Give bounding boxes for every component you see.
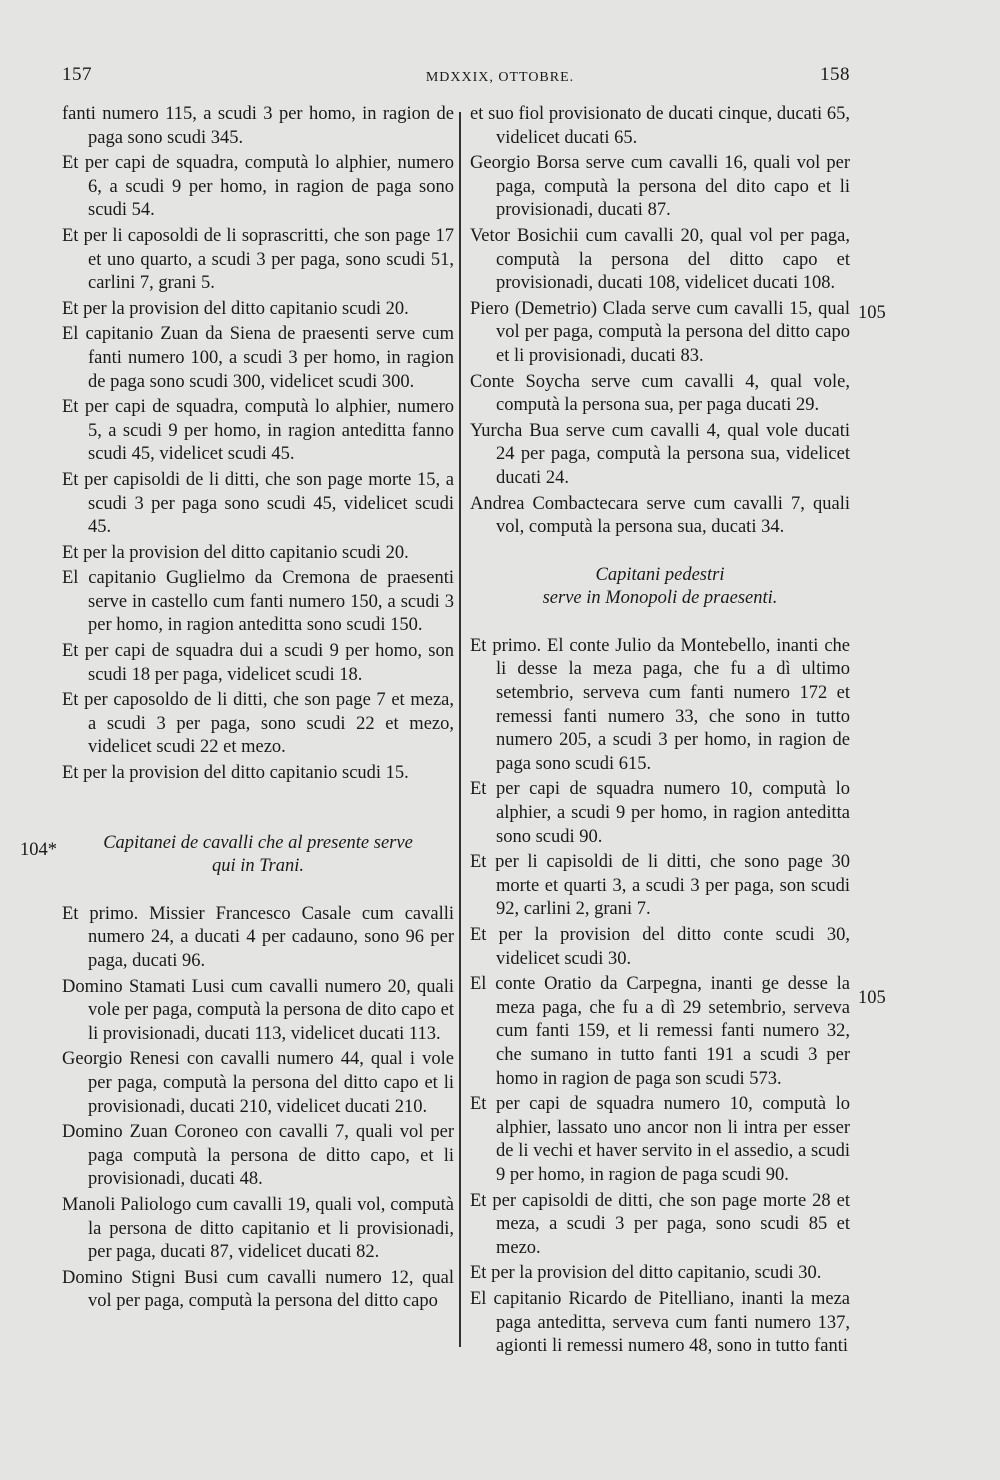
section-heading-line: Capitani pedestri: [595, 564, 725, 585]
entry: Et primo. El conte Julio da Montebello, inanti che li desse la meza paga, che fu a dì ultimo setembrio, serveva cum fanti numero 172 et remessi fanti numero 33, che sono in tutto numero 205, a scudi 3 per homo, in ragion de paga sono scudi 615.: [470, 635, 850, 774]
entry: Georgio Borsa serve cum cavalli 16, quali vol per paga, computà la persona del dito capo et li provisionadi, ducati 87.: [470, 153, 850, 221]
entry: Et per la provision del ditto conte scudi 30, videlicet scudi 30.: [470, 925, 850, 969]
entry: Et per capi de squadra numero 10, computà lo alphier, a scudi 9 per homo, in ragion anteditta sono scudi 90.: [470, 779, 850, 847]
entry: Et per capisoldi de ditti, che son page morte 28 et meza, a scudi 3 per paga, sono scudi 85 et mezo.: [470, 1190, 850, 1258]
section-heading-line: qui in Trani.: [211, 856, 304, 877]
entry: Andrea Combactecara serve cum cavalli 7, quali vol, computà la persona sua, ducati 34.: [470, 493, 850, 538]
entry: Et per la provision del ditto capitanio scudi 20.: [62, 298, 409, 319]
entry: Manoli Paliologo cum cavalli 19, quali vol, computà la persona de ditto capitanio et li provisionadi, per paga, ducati 87, videlicet ducati 82.: [62, 1194, 454, 1263]
left-page-number: 157: [62, 64, 92, 85]
entry: Et per la provision del ditto capitanio, scudi 30.: [470, 1263, 822, 1284]
entry: Et per la provision del ditto capitanio scudi 20.: [62, 542, 409, 563]
entry: Et per capisoldi de li ditti, che son page morte 15, a scudi 3 per paga sono scudi 45, videlicet scudi 45.: [62, 469, 454, 538]
entry: El capitanio Zuan da Siena de praesenti serve cum fanti numero 100, a scudi 3 per homo, in ragion de paga sono scudi 300, videlicet scudi 300.: [62, 324, 454, 392]
running-title: MDXXIX, OTTOBRE.: [425, 70, 575, 85]
entry: Piero (Demetrio) Clada serve cum cavalli 15, qual vol per paga, computà la persona del ditto capo et li provisionadi, ducati 83.: [470, 298, 850, 366]
entry: El capitanio Ricardo de Pitelliano, inanti la meza paga anteditta, serveva cum fanti numero 137, agionti li remessi numero 48, sono in tutto fanti: [470, 1288, 850, 1357]
entry: Et per capi de squadra, computà lo alphier, numero 6, a scudi 9 per homo, in ragion de paga sono scudi 54.: [62, 153, 454, 221]
entry: Et per la provision del ditto capitanio scudi 15.: [62, 763, 409, 784]
entry: Domino Stamati Lusi cum cavalli numero 20, quali vole per paga, computà la persona de dito capo et li provisionadi, ducati 113, videlicet ducati 113.: [62, 976, 454, 1044]
section-heading-line: serve in Monopoli de praesenti.: [542, 588, 778, 609]
entry: Et primo. Missier Francesco Casale cum cavalli numero 24, a ducati 4 per cadauno, sono 96 per paga, ducati 96.: [62, 903, 454, 971]
right-column: [470, 103, 850, 1359]
entry: Et per capi de squadra, computà lo alphier, numero 5, a scudi 9 per homo, in ragion anteditta fanno scudi 45, videlicet scudi 45.: [62, 397, 454, 465]
entry: et suo fiol provisionato de ducati cinque, ducati 65, videlicet ducati 65.: [470, 104, 850, 148]
section-heading-line: Capitanei de cavalli che al presente serve: [103, 832, 413, 853]
entry: Et per capi de squadra numero 10, computà lo alphier, lassato uno ancor non li intra per esser de li vechi et haver servito in el assedio, a scudi 9 per homo, in ragion de paga scudi 90.: [470, 1094, 850, 1185]
margin-note-104: 104*: [20, 840, 57, 860]
entry: Georgio Renesi con cavalli numero 44, qual i vole per paga, computà la persona del ditto capo et li provisionadi, ducati 210, videlicet ducati 210.: [62, 1049, 454, 1117]
column-divider: [459, 112, 461, 1347]
entry: Domino Stigni Busi cum cavalli numero 12, qual vol per paga, computà la persona del ditto capo: [62, 1267, 454, 1312]
entry: fanti numero 115, a scudi 3 per homo, in ragion de paga sono scudi 345.: [62, 104, 454, 148]
entry: Yurcha Bua serve cum cavalli 4, qual vole ducati 24 per paga, computà la persona sua, videlicet ducati 24.: [470, 420, 850, 488]
margin-note-105-b: 105: [858, 988, 886, 1008]
right-page-number: 158: [820, 64, 850, 85]
entry: Et per li caposoldi de li soprascritti, che son page 17 et uno quarto, a scudi 3 per paga, sono scudi 51, carlini 7, grani 5.: [62, 225, 454, 294]
entry: Et per capi de squadra dui a scudi 9 per homo, son scudi 18 per paga, videlicet scudi 18.: [62, 641, 454, 685]
entry: Conte Soycha serve cum cavalli 4, qual vole, computà la persona sua, per paga ducati 29.: [470, 371, 850, 416]
margin-note-105-a: 105: [858, 303, 886, 323]
entry: Domino Zuan Coroneo con cavalli 7, quali vol per paga computà la persona de ditto capo, et li provisionadi, ducati 48.: [62, 1122, 454, 1190]
entry: Et per li capisoldi de li ditti, che sono page 30 morte et quarti 3, a scudi 3 per paga, son scudi 92, carlini 2, grani 7.: [470, 852, 850, 920]
entry: El conte Oratio da Carpegna, inanti ge desse la meza paga, che fu a dì 29 setembrio, serveva cum fanti 159, et li remessi fanti numero 32, che sumano in tutto fanti 191 a scudi 3 per homo in ragion de paga son scudi 573.: [470, 974, 850, 1089]
entry: Vetor Bosichii cum cavalli 20, qual vol per paga, computà la persona del ditto capo et provisionadi, ducati 108, videlicet ducati 108.: [470, 225, 850, 294]
entry: El capitanio Guglielmo da Cremona de praesenti serve in castello cum fanti numero 150, a scudi 3 per homo, in ragion anteditta sono scudi 150.: [62, 568, 454, 636]
left-column: [62, 103, 454, 1314]
entry: Et per caposoldo de li ditti, che son page 7 et meza, a scudi 3 per paga, sono scudi 22 et mezo, videlicet scudi 22 et mezo.: [62, 690, 454, 758]
